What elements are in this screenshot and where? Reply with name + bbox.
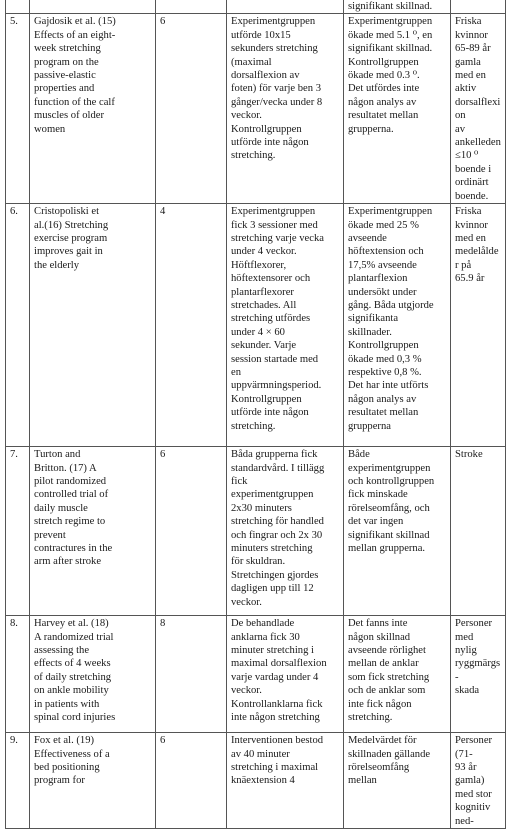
table-row: [6, 204, 506, 447]
cell-intervention: Interventionen bestod av 40 minuter stretching i maximal knäextension 4: [227, 733, 344, 829]
cell-empty: [227, 0, 344, 14]
cell-population: Personer med nylig ryggmärgs- skada: [451, 616, 506, 733]
table-row-continued: [6, 0, 506, 14]
cell-result: Medelvärdet för skillnaden gällande rörelseomfång mellan: [344, 733, 451, 829]
cell-result: Det fanns inte någon skillnad avseende rörlighet mellan de anklar som fick stretching och de anklar som inte fick någon stretching.: [344, 616, 451, 733]
cell-population: Personer (71- 93 år gamla) med stor kognitiv ned-: [451, 733, 506, 829]
cell-result: Både experimentgruppen och kontrollgruppen fick minskade rörelseomfång, och det var ingen signifikant skillnad mellan grupperna.: [344, 447, 451, 616]
cell-population: Stroke: [451, 447, 506, 616]
cell-study: Harvey et al. (18) A randomized trial assessing the effects of 4 weeks of daily stretching on ankle mobility in patients with spinal cord injuries: [30, 616, 156, 733]
cell-intervention: Experimentgruppen fick 3 sessioner med stretching varje vecka under 4 veckor. Höftflexorer, höftextensorer och plantarflexorer stretchades. All stretching utfördes under 4 × 60 sekunder. Varje session startade med en uppvärmningsperiod. Kontrollgruppen utförde inte någon stretching.: [227, 204, 344, 447]
cell-population: Friska kvinnor 65-89 år gamla med en aktiv dorsalflexion av ankelleden ≤10 ⁰ boende i ordinärt boende.: [451, 14, 506, 204]
cell-score: 8: [156, 616, 227, 733]
table-row: [6, 14, 506, 204]
table-row: [6, 733, 506, 829]
cell-study: Cristopoliski et al.(16) Stretching exercise program improves gait in the elderly: [30, 204, 156, 447]
cell-result: signifikant skillnad.: [344, 0, 451, 14]
cell-study: Fox et al. (19) Effectiveness of a bed positioning program for: [30, 733, 156, 829]
table-row: [6, 447, 506, 616]
cell-intervention: Experimentgruppen utförde 10x15 sekunders stretching (maximal dorsalflexion av foten) för varje ben 3 gånger/vecka under 8 veckor. Kontrollgruppen utförde inte någon stretching.: [227, 14, 344, 204]
cell-empty: [451, 0, 506, 14]
cell-number: 8.: [6, 616, 30, 733]
cell-intervention: Båda grupperna fick standardvård. I tillägg fick experimentgruppen 2x30 minuters stretching för handled och fingrar och 2x 30 minuters stretching för skuldran. Stretchingen gjordes dagligen upp till 12 veckor.: [227, 447, 344, 616]
cell-intervention: De behandlade anklarna fick 30 minuter stretching i maximal dorsalflexion varje vardag under 4 veckor. Kontrollanklarna fick inte någon stretching: [227, 616, 344, 733]
cell-empty: [6, 0, 30, 14]
cell-result: Experimentgruppen ökade med 25 % avseende höftextension och 17,5% avseende plantarflexion undersökt under gång. Båda utgjorde signifikanta skillnader. Kontrollgruppen ökade med 0,3 % respektive 0,8 %. Det har inte utförts någon analys av resultatet mellan grupperna: [344, 204, 451, 447]
cell-score: 6: [156, 447, 227, 616]
cell-empty: [156, 0, 227, 14]
cell-study: Gajdosik et al. (15) Effects of an eight- week stretching program on the passive-elastic properties and function of the calf muscles of older women: [30, 14, 156, 204]
cell-number: 5.: [6, 14, 30, 204]
cell-result: Experimentgruppen ökade med 5.1 ⁰, en signifikant skillnad. Kontrollgruppen ökade med 0.3 ⁰. Det utfördes inte någon analys av resultatet mellan grupperna.: [344, 14, 451, 204]
cell-study: Turton and Britton. (17) A pilot randomized controlled trial of daily muscle stretch regime to prevent contractures in the arm after stroke: [30, 447, 156, 616]
cell-number: 9.: [6, 733, 30, 829]
table-row: [6, 616, 506, 733]
cell-score: 6: [156, 14, 227, 204]
cell-score: 4: [156, 204, 227, 447]
cell-empty: [30, 0, 156, 14]
cell-number: 7.: [6, 447, 30, 616]
cell-number: 6.: [6, 204, 30, 447]
cell-population: Friska kvinnor med en medelålder på 65.9 år: [451, 204, 506, 447]
study-table: [5, 0, 506, 829]
cell-score: 6: [156, 733, 227, 829]
